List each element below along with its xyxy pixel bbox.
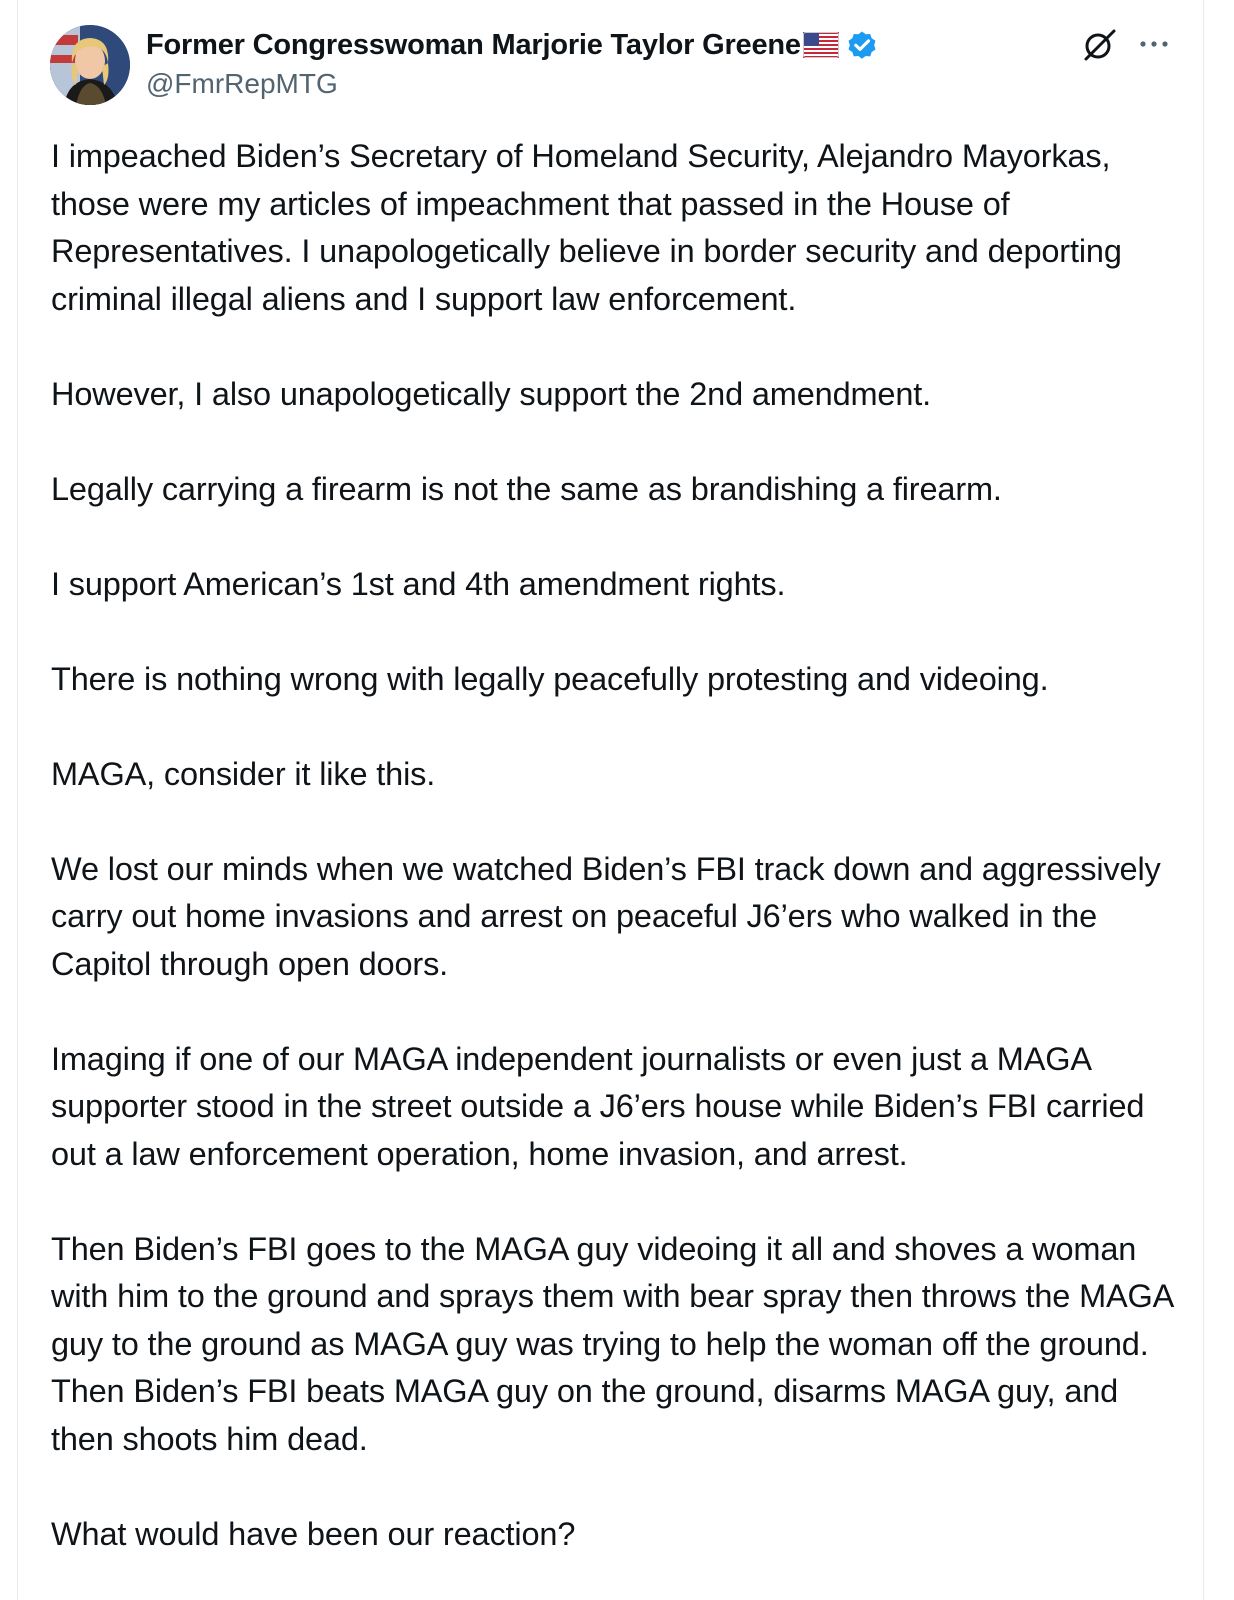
grok-icon[interactable] bbox=[1080, 26, 1118, 64]
post-paragraph: I impeached Biden’s Secretary of Homeland Security, Alejandro Mayorkas, those were my articles of impeachment that passed in the House of Representatives. I unapologetically believe in border security and deporting criminal illegal aliens and I support law enforcement. bbox=[51, 138, 1122, 317]
post-paragraph: Imaging if one of our MAGA independent journalists or even just a MAGA supporter stood in the street outside a J6’ers house while Biden’s FBI carried out a law enforcement operation, home invasion, and arrest. bbox=[51, 1040, 1145, 1172]
post-paragraph: Legally carrying a firearm is not the same as brandishing a firearm. bbox=[51, 470, 1002, 507]
post-text bbox=[51, 133, 1181, 1558]
avatar[interactable] bbox=[50, 25, 130, 105]
post-paragraph: I support American’s 1st and 4th amendment rights. bbox=[51, 565, 786, 602]
more-options-icon[interactable] bbox=[1138, 32, 1170, 56]
author-block bbox=[146, 26, 879, 100]
post-paragraph: Then Biden’s FBI goes to the MAGA guy videoing it all and shoves a woman with him to the ground and sprays them with bear spray then throws the MAGA guy to the ground as MAGA guy was trying to help the woman off the ground. Then Biden’s FBI beats MAGA guy on the ground, disarms MAGA guy, and then shoots him dead. bbox=[51, 1230, 1173, 1457]
us-flag-icon bbox=[803, 32, 839, 58]
post-paragraph: There is nothing wrong with legally peacefully protesting and videoing. bbox=[51, 660, 1049, 697]
author-display-name[interactable]: Former Congresswoman Marjorie Taylor Greene bbox=[146, 28, 801, 61]
author-name-line bbox=[146, 26, 879, 64]
author-handle[interactable]: @FmrRepMTG bbox=[146, 68, 338, 99]
post-paragraph: What would have been our reaction? bbox=[51, 1515, 576, 1552]
post-paragraph: MAGA, consider it like this. bbox=[51, 755, 436, 792]
verified-badge-icon[interactable] bbox=[845, 28, 879, 62]
post-paragraph: However, I also unapologetically support the 2nd amendment. bbox=[51, 375, 932, 412]
post-paragraph: We lost our minds when we watched Biden’s FBI track down and aggressively carry out home invasions and arrest on peaceful J6’ers who walked in the Capitol through open doors. bbox=[51, 850, 1161, 982]
